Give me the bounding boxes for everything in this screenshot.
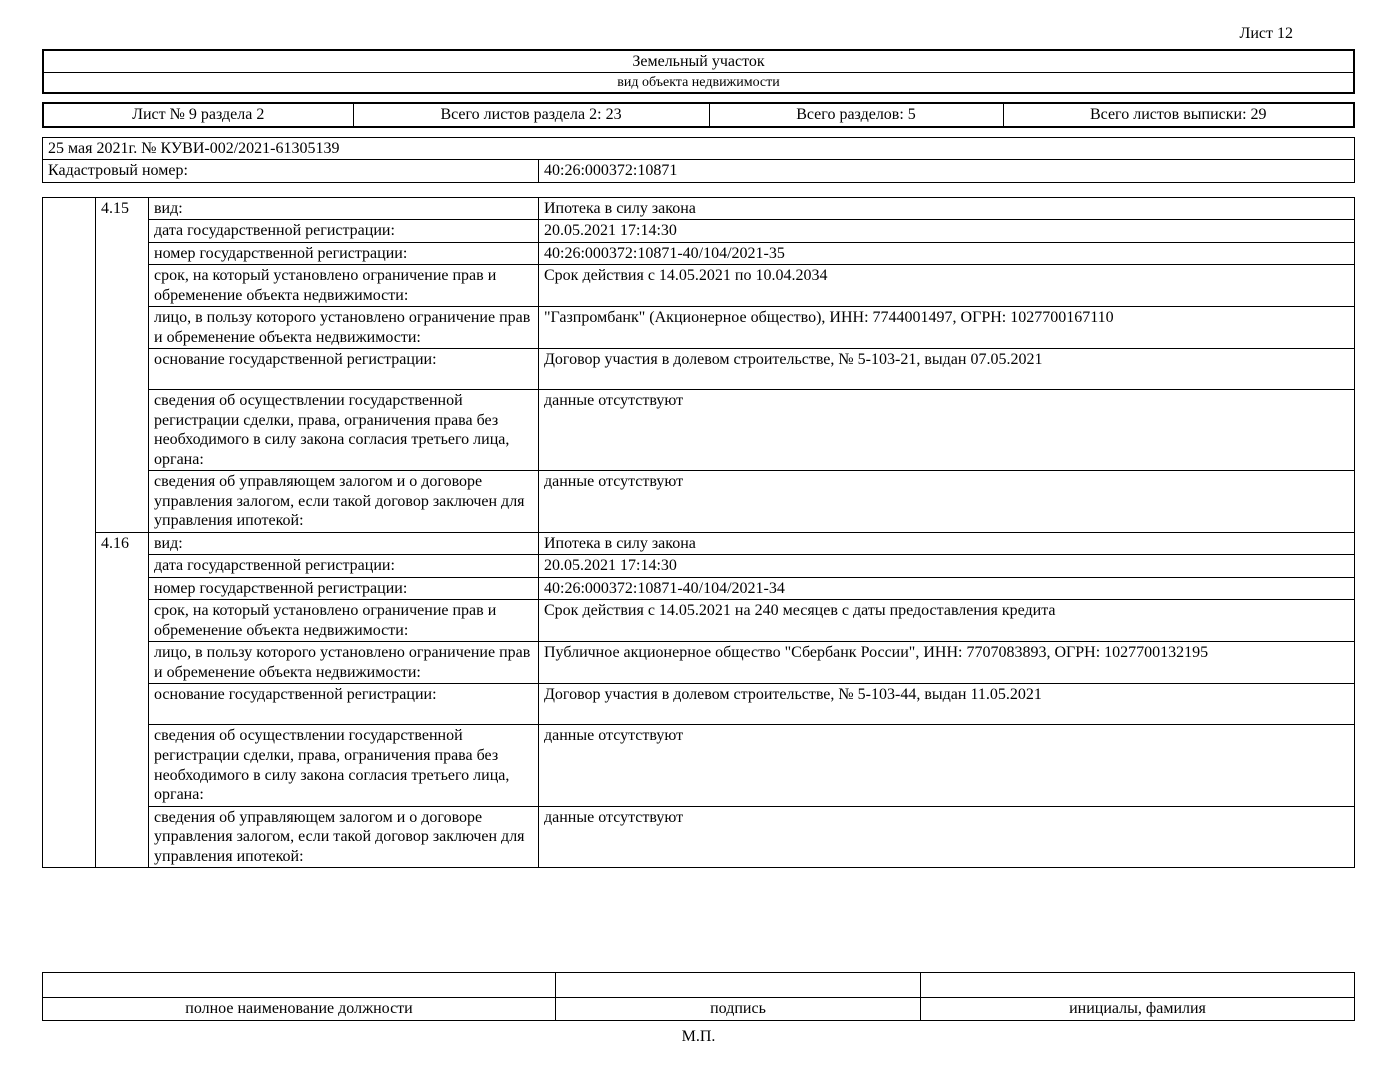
record-row [43, 265, 1355, 307]
signature-table [42, 972, 1355, 1021]
attribute-label: дата государственной регистрации: [149, 220, 539, 243]
record-row [43, 242, 1355, 265]
attribute-label: дата государственной регистрации: [149, 555, 539, 578]
attribute-value: 40:26:000372:10871-40/104/2021-34 [539, 577, 1355, 600]
attribute-value: Срок действия с 14.05.2021 по 10.04.2034 [539, 265, 1355, 307]
signature-initials-cell [921, 973, 1355, 998]
record-row [43, 197, 1355, 220]
sheet-info-table [42, 102, 1355, 128]
attribute-value: Ипотека в силу закона [539, 197, 1355, 220]
attribute-value: 20.05.2021 17:14:30 [539, 220, 1355, 243]
restrictions-table [42, 197, 1355, 868]
attribute-value: Публичное акционерное общество "Сбербанк России", ИНН: 7707083893, ОГРН: 1027700132195 [539, 642, 1355, 684]
object-type-row [43, 50, 1354, 73]
signature-position-cell [43, 973, 556, 998]
sheet-info-extract-sheets: Всего листов выписки: 29 [1003, 103, 1354, 127]
document-date-number: 25 мая 2021г. № КУВИ-002/2021-61305139 [43, 137, 1355, 160]
attribute-value: Договор участия в долевом строительстве, № 5-103-21, выдан 07.05.2021 [539, 349, 1355, 390]
attribute-label: лицо, в пользу которого установлено ограничение прав и обременение объекта недвижимости: [149, 642, 539, 684]
sheet-info-row [43, 103, 1354, 127]
object-type-table [42, 49, 1355, 95]
attribute-value: 40:26:000372:10871-40/104/2021-35 [539, 242, 1355, 265]
attribute-label: срок, на который установлено ограничение прав и обременение объекта недвижимости: [149, 600, 539, 642]
attribute-value: данные отсутствуют [539, 725, 1355, 806]
document-date-row [43, 137, 1355, 160]
attribute-label: основание государственной регистрации: [149, 684, 539, 725]
record-row [43, 532, 1355, 555]
record-row [43, 684, 1355, 725]
cadastral-number-label: Кадастровый номер: [43, 160, 539, 183]
signature-initials-caption: инициалы, фамилия [921, 998, 1355, 1021]
record-row [43, 349, 1355, 390]
attribute-label: сведения об осуществлении государственной регистрации сделки, права, ограничения права без необходимого в силу закона согласия третьего лица, органа: [149, 725, 539, 806]
object-type-caption-row [43, 73, 1354, 94]
record-number: 4.15 [96, 197, 149, 532]
signature-caption-row [43, 998, 1355, 1021]
attribute-label: сведения об осуществлении государственной регистрации сделки, права, ограничения права без необходимого в силу закона согласия третьего лица, органа: [149, 390, 539, 471]
record-row [43, 307, 1355, 349]
attribute-value: "Газпромбанк" (Акционерное общество), ИНН: 7744001497, ОГРН: 1027700167110 [539, 307, 1355, 349]
record-row [43, 390, 1355, 471]
record-number: 4.16 [96, 532, 149, 867]
sheet-info-sections-total: Всего разделов: 5 [709, 103, 1003, 127]
left-spacer-cell [43, 197, 96, 867]
attribute-value: Договор участия в долевом строительстве, № 5-103-44, выдан 11.05.2021 [539, 684, 1355, 725]
record-row [43, 220, 1355, 243]
attribute-label: сведения об управляющем залогом и о договоре управления залогом, если такой договор заключен для управления ипотекой: [149, 806, 539, 868]
record-row [43, 806, 1355, 868]
attribute-label: срок, на который установлено ограничение прав и обременение объекта недвижимости: [149, 265, 539, 307]
attribute-label: номер государственной регистрации: [149, 577, 539, 600]
attribute-value: данные отсутствуют [539, 390, 1355, 471]
record-row [43, 725, 1355, 806]
signature-position-caption: полное наименование должности [43, 998, 556, 1021]
cadastral-number-value: 40:26:000372:10871 [539, 160, 1355, 183]
sheet-info-section-sheets: Всего листов раздела 2: 23 [353, 103, 709, 127]
attribute-value: Ипотека в силу закона [539, 532, 1355, 555]
attribute-value: данные отсутствуют [539, 806, 1355, 868]
attribute-label: основание государственной регистрации: [149, 349, 539, 390]
record-row [43, 471, 1355, 533]
record-row [43, 555, 1355, 578]
object-type-value: Земельный участок [43, 50, 1354, 73]
signature-sign-caption: подпись [556, 998, 921, 1021]
attribute-label: лицо, в пользу которого установлено ограничение прав и обременение объекта недвижимости: [149, 307, 539, 349]
record-row [43, 642, 1355, 684]
attribute-label: вид: [149, 532, 539, 555]
attribute-value: данные отсутствуют [539, 471, 1355, 533]
signature-sign-cell [556, 973, 921, 998]
sheet-number: Лист 12 [1239, 25, 1293, 42]
signature-blank-row [43, 973, 1355, 998]
record-row [43, 600, 1355, 642]
attribute-label: номер государственной регистрации: [149, 242, 539, 265]
attribute-value: 20.05.2021 17:14:30 [539, 555, 1355, 578]
document-info-table [42, 137, 1355, 183]
sheet-info-sheet: Лист № 9 раздела 2 [43, 103, 353, 127]
stamp-place-label: М.П. [681, 1027, 716, 1045]
attribute-label: вид: [149, 197, 539, 220]
record-row [43, 577, 1355, 600]
attribute-label: сведения об управляющем залогом и о договоре управления залогом, если такой договор заключен для управления ипотекой: [149, 471, 539, 533]
attribute-value: Срок действия с 14.05.2021 на 240 месяцев с даты предоставления кредита [539, 600, 1355, 642]
object-type-caption: вид объекта недвижимости [43, 73, 1354, 94]
cadastral-number-row [43, 160, 1355, 183]
